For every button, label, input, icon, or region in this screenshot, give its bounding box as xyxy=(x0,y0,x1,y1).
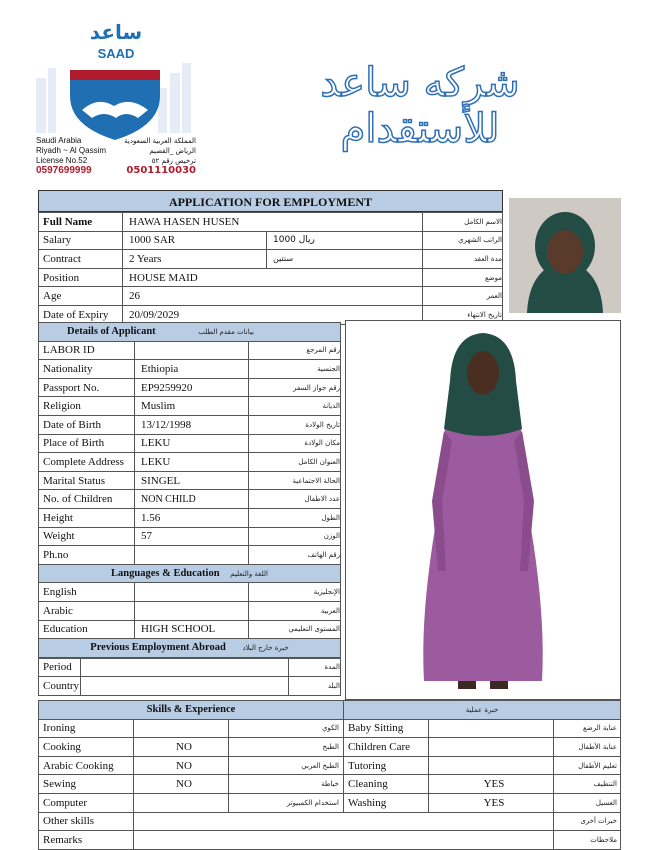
table-row xyxy=(39,583,341,602)
religion-ar: الديانة xyxy=(249,397,341,416)
nationality-label: Nationality xyxy=(39,360,135,379)
table-row xyxy=(39,677,341,696)
details-title: Details of Applicant xyxy=(67,326,156,338)
education-value: HIGH SCHOOL xyxy=(135,620,249,639)
table-row xyxy=(39,490,341,509)
tutoring-ar: تعليم الأطفال xyxy=(554,756,621,775)
table-row xyxy=(39,453,341,472)
other-skills-ar: خبرات أخرى xyxy=(554,812,621,831)
table-row xyxy=(39,250,503,269)
salary-value-ar: ريال 1000 xyxy=(267,231,423,250)
company-logo xyxy=(30,18,200,183)
tutoring-value xyxy=(429,756,554,775)
full-body-illustration xyxy=(346,321,620,699)
cooking-ar: الطبخ xyxy=(229,738,344,757)
table-row xyxy=(39,378,341,397)
labor-id-ar: رقم المرجع xyxy=(249,341,341,360)
weight-label: Weight xyxy=(39,527,135,546)
arabic-label: Arabic xyxy=(39,601,135,620)
baby-sitting-value xyxy=(429,719,554,738)
age-ar: العمر xyxy=(423,287,503,306)
expiry-label: Date of Expiry xyxy=(39,305,123,324)
languages-title: Languages & Education xyxy=(111,568,220,580)
labor-id-value xyxy=(135,341,249,360)
logo-country: Saudi Arabia xyxy=(36,136,82,145)
logo-license-ar: ترخيص رقم ٥٢ xyxy=(151,157,196,165)
height-ar: الطول xyxy=(249,508,341,527)
table-row xyxy=(39,397,341,416)
religion-label: Religion xyxy=(39,397,135,416)
english-value xyxy=(135,583,249,602)
contract-value-ar: سنتين xyxy=(267,250,423,269)
table-row xyxy=(39,471,341,490)
logo-phone-1: 0597699999 xyxy=(36,165,92,176)
remarks-ar: ملاحظات xyxy=(554,831,621,850)
other-skills-label: Other skills xyxy=(39,812,134,831)
height-label: Height xyxy=(39,508,135,527)
table-row xyxy=(39,620,341,639)
sewing-ar: خياطة xyxy=(229,775,344,794)
phone-ar: رقم الهاتف xyxy=(249,546,341,565)
address-label: Complete Address xyxy=(39,453,135,472)
table-row xyxy=(39,601,341,620)
english-ar: الإنجليزية xyxy=(249,583,341,602)
skills-table xyxy=(38,700,621,850)
computer-label: Computer xyxy=(39,793,134,812)
languages-title-ar: اللغة والتعليم xyxy=(230,570,268,579)
table-row xyxy=(39,341,341,360)
country-label: Country xyxy=(39,677,81,696)
computer-value xyxy=(134,793,229,812)
sewing-label: Sewing xyxy=(39,775,134,794)
cooking-value: NO xyxy=(134,738,229,757)
details-section xyxy=(38,322,341,696)
cleaning-label: Cleaning xyxy=(344,775,429,794)
contract-value: 2 Years xyxy=(123,250,267,269)
details-table xyxy=(38,322,341,658)
full-name-ar: الاسم الكامل xyxy=(423,213,503,232)
arabic-cooking-label: Arabic Cooking xyxy=(39,756,134,775)
children-care-ar: عناية الأطفال xyxy=(554,738,621,757)
full-name-label: Full Name xyxy=(43,215,93,228)
height-value: 1.56 xyxy=(135,508,249,527)
country-value xyxy=(81,677,289,696)
dob-label: Date of Birth xyxy=(39,415,135,434)
expiry-ar: تاريخ الانتهاء xyxy=(423,305,503,324)
ironing-label: Ironing xyxy=(39,719,134,738)
other-skills-value xyxy=(134,812,554,831)
passport-label: Passport No. xyxy=(39,378,135,397)
table-row xyxy=(39,231,503,250)
weight-ar: الوزن xyxy=(249,527,341,546)
period-ar: المدة xyxy=(289,658,341,677)
nationality-ar: الجنسية xyxy=(249,360,341,379)
contract-label: Contract xyxy=(39,250,123,269)
period-label: Period xyxy=(39,658,81,677)
baby-sitting-ar: عناية الرضع xyxy=(554,719,621,738)
children-label: No. of Children xyxy=(39,490,135,509)
baby-sitting-label: Baby Sitting xyxy=(344,719,429,738)
contract-ar: مدة العقد xyxy=(423,250,503,269)
logo-left-info xyxy=(36,136,120,176)
table-row xyxy=(39,738,621,757)
table-row xyxy=(39,793,621,812)
application-top-table xyxy=(38,190,503,325)
education-label: Education xyxy=(39,620,135,639)
computer-ar: استخدام الكمبيوتر xyxy=(229,793,344,812)
arabic-cooking-value: NO xyxy=(134,756,229,775)
sewing-value: NO xyxy=(134,775,229,794)
marital-label: Marital Status xyxy=(39,471,135,490)
logo-phone-2: 0501110030 xyxy=(126,165,196,176)
washing-value: YES xyxy=(429,793,554,812)
address-ar: العنوان الكامل xyxy=(249,453,341,472)
table-row xyxy=(39,658,341,677)
applicant-full-photo xyxy=(345,320,621,700)
salary-value: 1000 SAR xyxy=(123,231,267,250)
passport-value: EP9259920 xyxy=(135,378,249,397)
children-value: NON CHILD xyxy=(135,490,249,509)
logo-country-ar: المملكة العربية السعودية xyxy=(124,137,196,145)
arabic-cooking-ar: الطبخ العربي xyxy=(229,756,344,775)
skills-title: Skills & Experience xyxy=(39,701,344,720)
previous-employment-title: Previous Employment Abroad xyxy=(90,642,226,654)
dob-value: 13/12/1998 xyxy=(135,415,249,434)
table-row xyxy=(39,508,341,527)
skills-header-row xyxy=(39,701,621,720)
cooking-label: Cooking xyxy=(39,738,134,757)
details-header-row xyxy=(39,323,341,342)
position-label: Position xyxy=(39,268,123,287)
company-arabic-title: شركه ساعد للأستقدام xyxy=(320,60,520,152)
logo-cities: Riyadh ~ Al Qassim xyxy=(36,146,107,155)
children-care-label: Children Care xyxy=(344,738,429,757)
expiry-value: 20/09/2029 xyxy=(123,305,423,324)
nationality-value: Ethiopia xyxy=(135,360,249,379)
table-row xyxy=(39,287,503,306)
phone-label: Ph.no xyxy=(39,546,135,565)
logo-right-info xyxy=(122,136,196,176)
tutoring-label: Tutoring xyxy=(344,756,429,775)
applicant-portrait-photo xyxy=(509,198,621,313)
washing-label: Washing xyxy=(344,793,429,812)
cleaning-value: YES xyxy=(429,775,554,794)
marital-ar: الحالة الاجتماعية xyxy=(249,471,341,490)
cleaning-ar: التنظيف xyxy=(554,775,621,794)
position-value: HOUSE MAID xyxy=(123,268,423,287)
table-row xyxy=(39,719,621,738)
table-row xyxy=(39,546,341,565)
skills-section xyxy=(38,700,621,850)
ironing-ar: الكوي xyxy=(229,719,344,738)
remarks-value xyxy=(134,831,554,850)
table-row xyxy=(39,434,341,453)
country-ar: البلد xyxy=(289,677,341,696)
full-name-value: HAWA HASEN HUSEN xyxy=(123,213,423,232)
english-label: English xyxy=(39,583,135,602)
remarks-label: Remarks xyxy=(39,831,134,850)
age-value: 26 xyxy=(123,287,423,306)
phone-value xyxy=(135,546,249,565)
skills-title-ar: خبرة عملية xyxy=(465,706,499,715)
previous-employment-title-ar: خبرة خارج البلاد xyxy=(242,644,289,653)
religion-value: Muslim xyxy=(135,397,249,416)
pob-label: Place of Birth xyxy=(39,434,135,453)
arabic-value xyxy=(135,601,249,620)
salary-ar: الراتب الشهري xyxy=(423,231,503,250)
children-care-value xyxy=(429,738,554,757)
table-row xyxy=(39,831,621,850)
dob-ar: تاريخ الولادة xyxy=(249,415,341,434)
basic-info-table xyxy=(38,212,503,325)
table-row xyxy=(39,812,621,831)
logo-license: License No.52 xyxy=(36,156,88,165)
pob-value: LEKU xyxy=(135,434,249,453)
table-row xyxy=(39,415,341,434)
table-row xyxy=(39,775,621,794)
weight-value: 57 xyxy=(135,527,249,546)
table-row xyxy=(39,360,341,379)
period-value xyxy=(81,658,289,677)
arabic-ar: العربية xyxy=(249,601,341,620)
logo-cities-ar: الرياض _القصيم xyxy=(149,147,196,155)
address-value: LEKU xyxy=(135,453,249,472)
languages-header-row xyxy=(39,564,341,583)
table-row xyxy=(39,268,503,287)
children-ar: عدد الاطفال xyxy=(249,490,341,509)
pob-ar: مكان الولادة xyxy=(249,434,341,453)
logo-english-text: SAAD xyxy=(97,46,135,61)
ironing-value xyxy=(134,719,229,738)
table-row xyxy=(39,213,503,232)
application-title: APPLICATION FOR EMPLOYMENT xyxy=(38,190,503,212)
table-row xyxy=(39,756,621,775)
table-row xyxy=(39,527,341,546)
labor-id-label: LABOR ID xyxy=(39,341,135,360)
portrait-illustration xyxy=(509,198,621,313)
salary-label: Salary xyxy=(39,231,123,250)
washing-ar: الغسيل xyxy=(554,793,621,812)
education-ar: المستوى التعليمي xyxy=(249,620,341,639)
position-ar: موضع xyxy=(423,268,503,287)
age-label: Age xyxy=(39,287,123,306)
details-title-ar: بيانات مقدم الطلب xyxy=(198,328,254,337)
passport-ar: رقم جواز السفر xyxy=(249,378,341,397)
previous-employment-table xyxy=(38,658,341,696)
logo-arabic-text: ساعد xyxy=(89,20,143,44)
previous-employment-header-row xyxy=(39,639,341,658)
marital-value: SINGEL xyxy=(135,471,249,490)
